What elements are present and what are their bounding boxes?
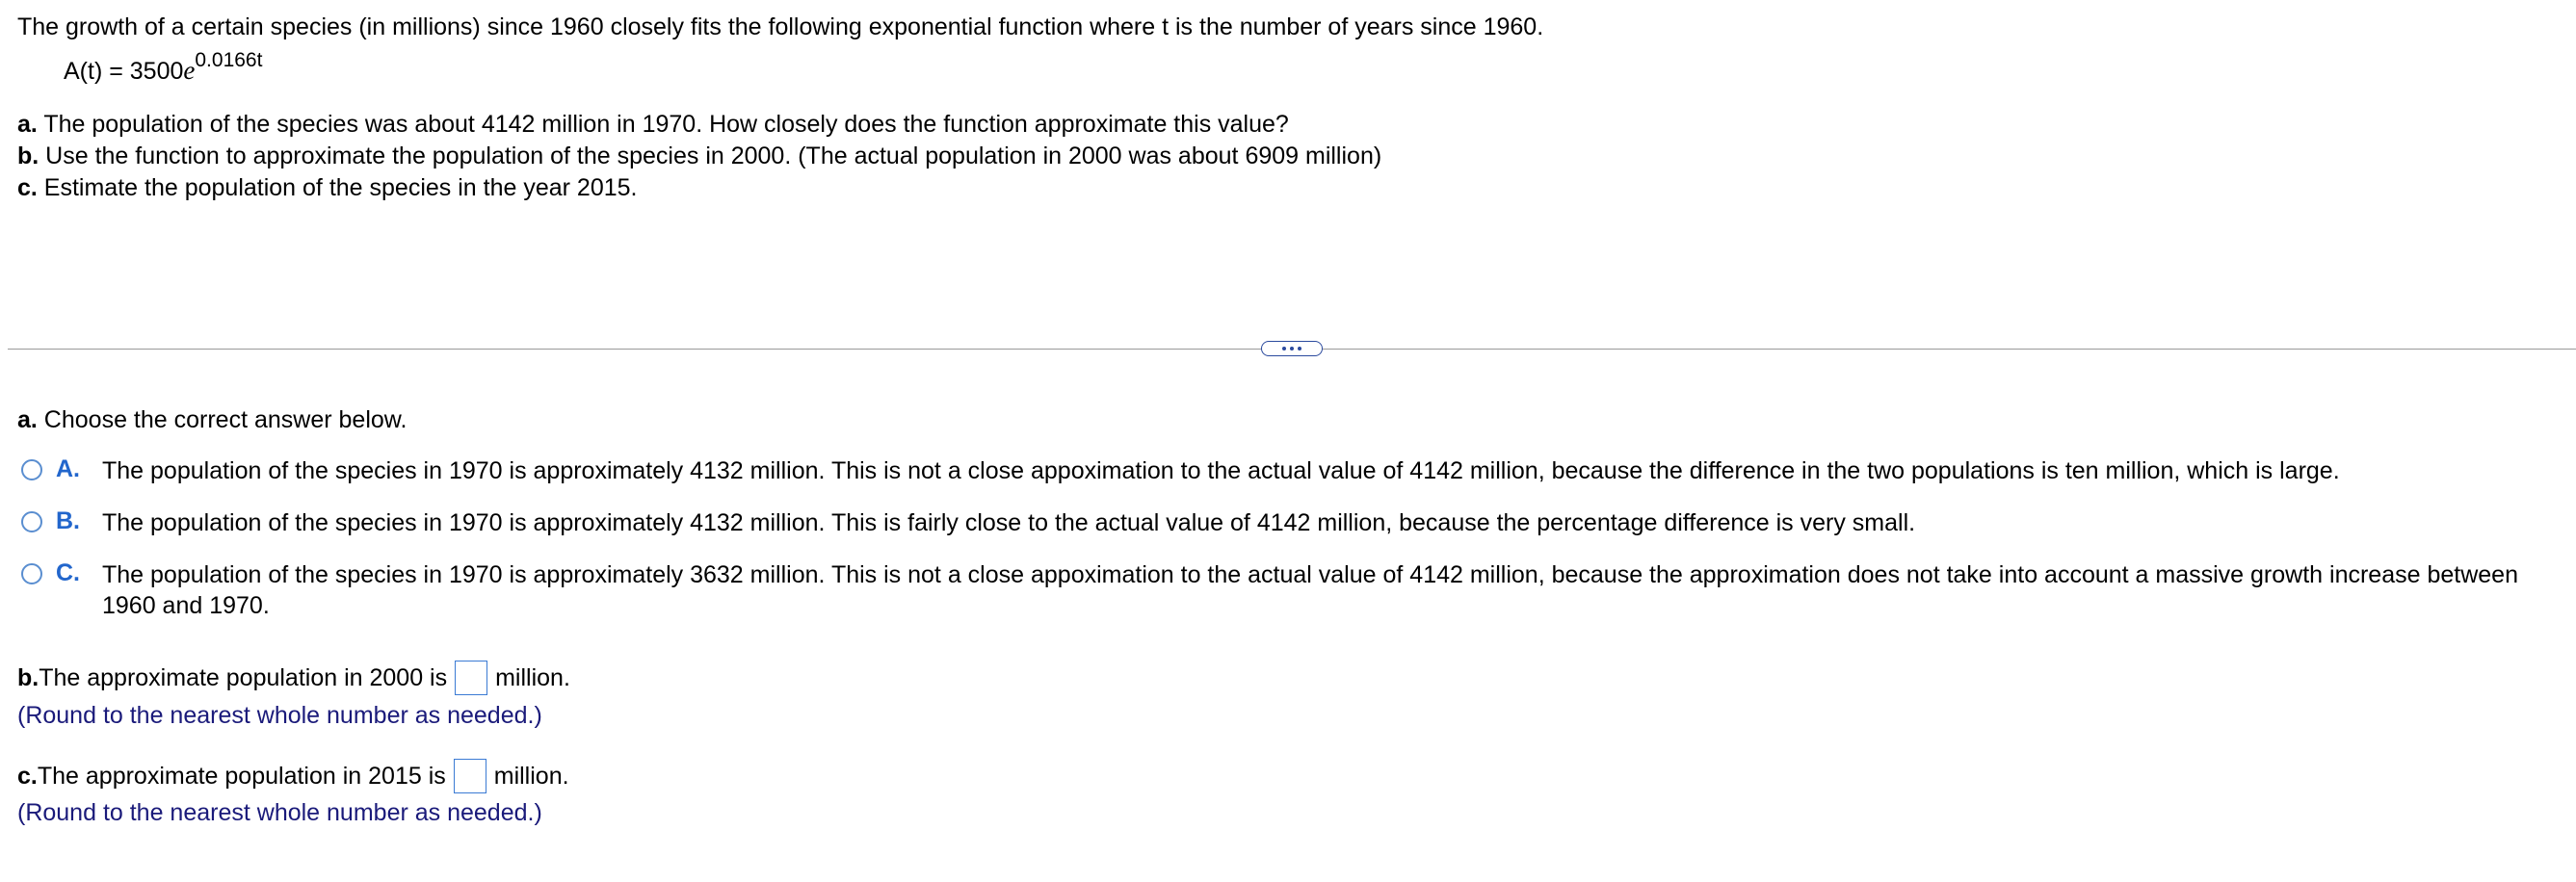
part-c-answer-row [17,759,569,793]
part-c-answer-input[interactable] [454,759,486,793]
radio-button-a[interactable] [21,459,42,480]
option-text: The population of the species in 1970 is approximately 4132 million. This is not a close appoximation to the actual value of 4142 million, because the difference in the two populations is ten million, which is large. [102,457,2340,484]
question-a [17,109,1381,141]
question-text: Use the function to approximate the population of the species in 2000. (The actual population in 2000 was about 6909 million) [39,143,1382,169]
formula [64,48,263,86]
part-b-answer-input[interactable] [455,661,487,695]
question-list [17,109,1381,204]
part-b-hint: (Round to the nearest whole number as needed.) [17,702,542,729]
option-text: The population of the species in 1970 is approximately 4132 million. This is fairly close to the actual value of 4142 million, because the percentage difference is very small. [102,509,1916,536]
formula-lhs: A(t) = 3500 [64,58,184,85]
ellipsis-icon [1282,347,1286,350]
option-letter: C. [56,559,80,586]
option-letter: B. [56,507,80,534]
part-b-label: b. [17,663,39,691]
more-options-button[interactable] [1261,341,1323,356]
part-b-suffix: million. [495,663,570,691]
formula-base: e [183,56,196,85]
question-text: The population of the species was about 4142 million in 1970. How closely does the function approximate this value? [37,111,1289,138]
option-text: The population of the species in 1970 is approximately 3632 million. This is not a close appoximation to the actual value of 4142 million, because the approximation does not take into account a massive growth increase between 1960 and 1970. [102,561,2518,619]
part-a-prompt [17,406,407,434]
question-label: b. [17,143,39,169]
part-b-answer-row [17,661,570,695]
problem-intro: The growth of a certain species (in millions) since 1960 closely fits the following exponential function where t is the number of years since 1960. [17,13,1544,40]
question-text: Estimate the population of the species in the year 2015. [37,174,638,201]
part-a-label: a. [17,406,38,433]
part-a-prompt-text: Choose the correct answer below. [37,406,407,433]
ellipsis-icon-dot [1298,347,1301,350]
radio-button-c[interactable] [21,563,42,584]
option-letter: A. [56,455,80,482]
part-c-label: c. [17,762,38,790]
part-c-hint: (Round to the nearest whole number as needed.) [17,799,542,826]
question-b [17,141,1381,172]
part-c-prefix: The approximate population in 2015 is [37,762,446,790]
part-c-suffix: million. [493,762,569,790]
question-label: a. [17,111,38,138]
radio-button-b[interactable] [21,511,42,532]
question-label: c. [17,174,38,201]
part-b-prefix: The approximate population in 2000 is [39,663,448,691]
formula-exponent: 0.0166t [195,48,263,71]
ellipsis-icon-dot [1290,347,1294,350]
question-c [17,172,1381,204]
